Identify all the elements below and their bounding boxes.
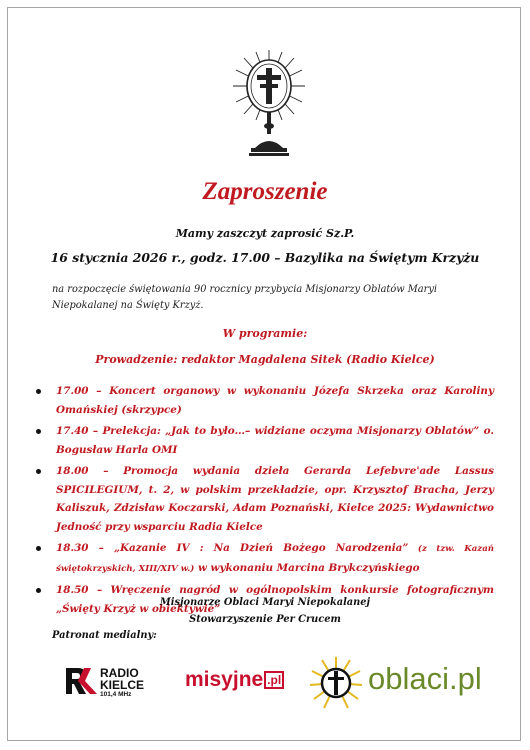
misyjne-logo: misyjne .pl	[185, 668, 295, 698]
page-title: Zaproszenie	[202, 178, 328, 205]
program-item: 18.00 – Promocja wydania dzieła Gerarda Lefebvre'ade Lassus SPICILEGIUM, t. 2, w polskim przekładzie, opr. Krzysztof Bracha, Jerzy Kaliszuk, Zdzisław Koczarski, Adam Poznański, Kielce 2025: Wydawnictwo Jedność przy wsparciu Radia Kielce	[36, 462, 494, 536]
program-item: 17.40 – Prelekcja: „Jak to było…– widziane oczyma Misjonarzy Oblatów” o. Bogusław Harla OMI	[36, 422, 494, 459]
bullet-icon	[36, 546, 41, 551]
bullet-icon	[36, 469, 41, 474]
radio-kielce-logo: RADIO KIELCE 101,4 MHz	[64, 664, 156, 706]
program-item: 18.50 – Wręczenie nagród w ogólnopolskim konkursie fotograficznym „Święty Krzyż w obiektywie”	[36, 581, 494, 618]
invitation-page	[7, 7, 521, 741]
host-line: Prowadzenie: redaktor Magdalena Sitek (Radio Kielce)	[95, 353, 435, 366]
program-header: W programie:	[222, 327, 308, 340]
bullet-icon	[36, 429, 41, 434]
program-item: 17.00 – Koncert organowy w wykonaniu Józefa Skrzeka oraz Karoliny Omańskiej (skrzypce)	[36, 382, 494, 419]
oblaci-emblem-icon	[308, 655, 364, 711]
purpose-paragraph: na rozpoczęcie świętowania 90 rocznicy przybycia Misjonarzy Oblatów Maryi Niepokalanej na Święty Krzyż.	[52, 284, 437, 311]
bullet-icon	[36, 588, 41, 593]
patronat-label: Patronat medialny:	[52, 630, 157, 641]
organizer-line-2: Stowarzyszenie Per Crucem	[189, 614, 341, 625]
rk-mark-icon	[64, 664, 98, 698]
oblaci-logo: oblaci.pl	[308, 655, 488, 711]
bullet-icon	[36, 389, 41, 394]
organizer-line-1: Misjonarze Oblaci Maryi Niepokalanej	[159, 597, 371, 608]
event-date-line: 16 stycznia 2026 r., godz. 17.00 – Bazylika na Świętym Krzyżu	[50, 250, 480, 265]
program-item: 18.30 – „Kazanie IV : Na Dzień Bożego Narodzenia” (z tzw. Kazań świętokrzyskich, XIII/XIV w.) w wykonaniu Marcina Brykczyńskiego	[36, 539, 494, 578]
cross-emblem-icon	[231, 48, 307, 163]
invite-line: Mamy zaszczyt zaprosić Sz.P.	[175, 227, 355, 240]
program-list	[36, 382, 494, 621]
